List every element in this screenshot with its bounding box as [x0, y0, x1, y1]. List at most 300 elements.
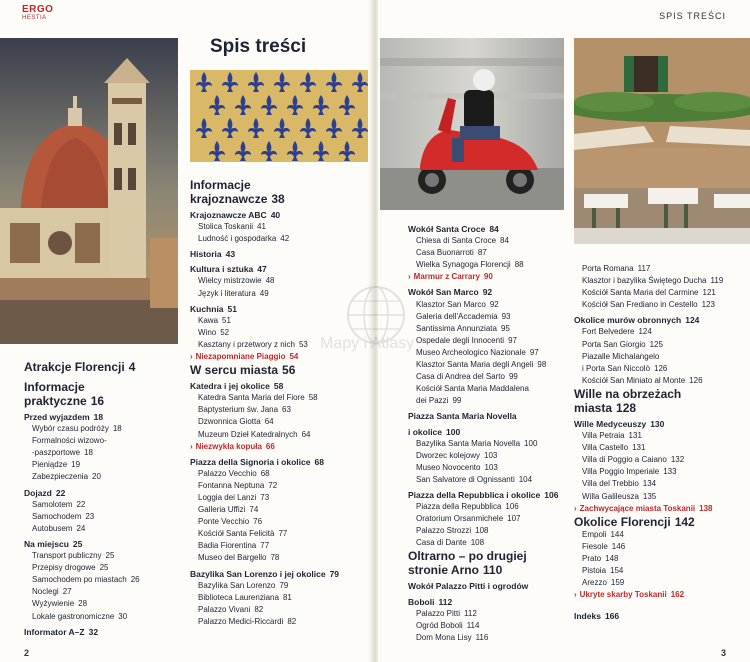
toc-entry-title: Fiesole [582, 541, 608, 551]
logo-line1: ERGO [22, 4, 54, 15]
toc-page-number: 90 [483, 272, 493, 282]
toc-section-heading [24, 360, 174, 374]
toc-subentry [574, 363, 750, 375]
toc-chapter-entry [24, 411, 174, 423]
toc-subentry [24, 550, 174, 562]
toc-subentry [574, 430, 750, 442]
toc-page-number: 131 [632, 443, 646, 453]
toc-entry-title: Dzwonnica Giotta [198, 417, 261, 427]
toc-page-number: 22 [55, 487, 66, 498]
toc-page-number: 73 [260, 492, 270, 502]
toc-entry-title: Baptysterium św. Jana [198, 405, 279, 415]
toc-entry-title: Ludność i gospodarka [198, 234, 277, 244]
toc-page-number: 51 [227, 303, 237, 314]
toc-page-number: 130 [650, 418, 665, 429]
toc-entry-title: Wille na obrzeżach [574, 386, 682, 401]
toc-page-number: 66 [265, 441, 275, 451]
toc-subentry [190, 616, 368, 628]
toc-entry-title: Katedra Santa Maria del Fiore [198, 393, 305, 403]
toc-subentry [190, 416, 368, 428]
toc-page-number: 19 [71, 460, 81, 470]
toc-entry-title: dei Pazzi [416, 396, 449, 406]
toc-page-number: 132 [670, 455, 685, 465]
toc-subentry [408, 335, 584, 347]
toc-section-heading [190, 363, 368, 377]
toc-page-number: 144 [610, 529, 624, 539]
toc-page-number: 68 [314, 456, 324, 467]
toc-chapter-entry [190, 380, 368, 392]
toc-entry-title: Piazza della Repubblica [416, 502, 502, 512]
toc-entry-title: Badia Fiorentina [198, 541, 257, 551]
toc-entry-title: Villa di Poggio a Caiano [582, 455, 667, 465]
toc-page-number: 134 [642, 479, 657, 489]
toc-entry-title: Samolotem [32, 499, 73, 509]
toc-subentry [574, 553, 750, 565]
toc-entry-title: Palazzo Vecchio [198, 468, 257, 478]
toc-entry-title: Marmur z Carrary [413, 272, 480, 282]
toc-chapter-entry [24, 626, 174, 638]
toc-entry-title: Piazza della Repubblica i okolice [408, 489, 541, 500]
toc-page-number: 43 [225, 249, 236, 260]
toc-entry-title: Palazzo Medici-Riccardi [198, 616, 284, 626]
toc-page-number: 51 [222, 315, 231, 325]
toc-page-number: 24 [76, 523, 86, 533]
toc-page-number: 16 [90, 394, 105, 408]
toc-page-number: 56 [282, 363, 296, 378]
toc-page-number: 25 [72, 538, 83, 549]
toc-page-number: 162 [670, 590, 685, 600]
toc-page-number: 119 [710, 276, 724, 286]
toc-entry-title: Informator A–Z [24, 626, 85, 637]
toc-subentry [574, 442, 750, 454]
toc-page-number: 25 [105, 551, 115, 561]
toc-subentry [408, 383, 584, 395]
toc-title: Spis treści [210, 36, 307, 57]
toc-page-number: 64 [301, 429, 311, 439]
toc-page-number: 47 [257, 264, 267, 275]
toc-subentry [190, 504, 368, 516]
toc-column-2 [190, 178, 368, 628]
toc-entry-title: Fort Belvedere [582, 327, 635, 337]
toc-section-heading [24, 380, 174, 394]
toc-page-number: 87 [477, 248, 487, 258]
toc-subentry [574, 299, 750, 311]
toc-page-number: 74 [249, 505, 259, 515]
toc-entry-title: Oratorium Orsanmichele [416, 514, 504, 524]
toc-section-heading [190, 192, 368, 206]
toc-chapter-entry [574, 314, 750, 326]
toc-subentry [24, 435, 174, 447]
toc-page-number: 107 [507, 514, 521, 524]
toc-subentry [408, 395, 584, 407]
toc-subentry [574, 275, 750, 287]
toc-page-number: 97 [529, 347, 539, 357]
toc-subentry [24, 447, 174, 459]
toc-entry-title: Klasztor Santa Maria degli Angeli [416, 360, 534, 370]
toc-entry-title: Kościół San Frediano in Cestello [582, 300, 698, 310]
toc-page-number: 106 [505, 502, 519, 512]
toc-entry-title: Empoli [582, 529, 607, 539]
toc-page-number: 124 [685, 315, 700, 326]
toc-section-heading [574, 387, 750, 401]
toc-page-number: 84 [489, 224, 499, 234]
toc-page-number: 54 [289, 352, 299, 362]
toc-page-number: 93 [501, 311, 511, 321]
toc-page-number: 18 [93, 412, 104, 422]
toc-page-number: 103 [484, 450, 498, 460]
toc-entry-title: Loggia dei Lanzi [198, 492, 257, 502]
toc-entry-title: Dojazd [24, 487, 52, 498]
toc-subentry [408, 371, 584, 383]
toc-entry-title: Fontanna Neptuna [198, 480, 265, 490]
toc-entry-title: Villa Petraia [582, 431, 625, 441]
toc-page-number: 125 [649, 339, 663, 349]
toc-subentry [24, 611, 174, 623]
toc-subentry [408, 347, 584, 359]
toc-page-number: 148 [605, 553, 619, 563]
toc-page-number: 18 [84, 448, 93, 458]
toc-entry-title: Transport publiczny [32, 551, 102, 561]
toc-entry-title: Wielka Synagoga Florencji [416, 260, 511, 270]
toc-spacer [574, 601, 750, 607]
toc-page-number: 146 [611, 541, 626, 551]
toc-page-number: 110 [482, 563, 503, 578]
toc-chapter-entry [24, 538, 174, 550]
toc-subentry [574, 263, 750, 275]
toc-subentry [574, 565, 750, 577]
toc-page-number: 95 [500, 323, 510, 333]
toc-entry-title: W sercu miasta [190, 363, 279, 378]
toc-entry-title: Pistoia [582, 565, 607, 575]
toc-subentry [574, 351, 750, 363]
toc-entry-title: Dom Mona Lisy [416, 632, 472, 642]
toc-entry-title: Villa Castello [582, 443, 629, 453]
toc-entry-title: Wino [198, 327, 217, 337]
toc-entry-title: Wybór czasu podróży [32, 424, 109, 434]
toc-subentry [190, 404, 368, 416]
toc-entry-title: Prato [582, 553, 602, 563]
toc-entry-title: Dworzec kolejowy [416, 450, 481, 460]
toc-entry-title: Kuchnia [190, 303, 224, 314]
toc-chapter-entry [190, 456, 368, 468]
toc-page-number: 123 [701, 300, 715, 310]
toc-entry-title: Ogród Boboli [416, 620, 463, 630]
toc-entry-title: Santissima Annunziata [416, 323, 497, 333]
toc-entry-title: Lokale gastronomiczne [32, 611, 115, 621]
toc-page-number: 42 [280, 234, 290, 244]
toc-entry-title: Informacje [190, 178, 251, 192]
toc-subentry [408, 620, 584, 632]
toc-page-number: 121 [702, 288, 716, 298]
toc-page-number: 106 [544, 489, 559, 500]
toc-subentry [574, 577, 750, 589]
toc-page-number: 142 [674, 514, 695, 529]
toc-subentry [574, 541, 750, 553]
toc-page-number: 30 [118, 611, 128, 621]
toc-page-number: 58 [273, 381, 284, 392]
toc-entry-title: Wille Medyceuszy [574, 418, 647, 429]
toc-entry-title: Piazza Santa Maria Novella [408, 411, 517, 422]
toc-subentry [408, 450, 584, 462]
toc-entry-title: Kościół Santa Maria del Carmine [582, 288, 699, 298]
toc-entry-title: Biblioteca Laurenziana [198, 592, 279, 602]
toc-page-number: 82 [287, 616, 297, 626]
toc-entry-title: Piazza della Signoria i okolice [190, 456, 311, 467]
toc-page-number: 77 [260, 541, 270, 551]
toc-subentry [24, 598, 174, 610]
toc-page-number: 112 [464, 608, 477, 618]
toc-page-number: 88 [514, 260, 524, 270]
toc-entry-title: Przepisy drogowe [32, 563, 96, 573]
toc-subentry [408, 608, 584, 620]
toc-subentry [24, 562, 174, 574]
toc-page-number: 20 [92, 472, 101, 482]
toc-entry-title: Język i literatura [198, 288, 256, 298]
toc-entry-title: stronie Arno [408, 563, 479, 578]
toc-subentry [408, 259, 584, 271]
toc-subentry [408, 501, 584, 513]
toc-entry-title: Chiesa di Santa Croce [416, 236, 497, 246]
toc-subentry [408, 474, 584, 486]
toc-entry-title: i okolice [408, 426, 443, 437]
toc-page-number: 92 [489, 299, 499, 309]
toc-entry-title: Ukryte skarby Toskanii [579, 590, 667, 600]
toc-page-number: 27 [62, 587, 72, 597]
toc-page-number: 98 [537, 360, 547, 370]
toc-entry-title: Kawa [198, 315, 219, 325]
toc-subentry [190, 492, 368, 504]
left-page [0, 0, 372, 662]
toc-section-heading [24, 394, 174, 408]
toc-page-number: 68 [260, 468, 270, 478]
toc-page-number: 49 [259, 288, 269, 298]
toc-page-number: 100 [446, 426, 461, 437]
toc-entry-title: Na miejscu [24, 538, 69, 549]
chevron-right-icon: › [574, 590, 577, 600]
toc-chapter-entry [190, 303, 368, 315]
toc-entry-title: Okolice Florencji [574, 514, 671, 529]
chevron-right-icon: › [190, 352, 193, 362]
toc-page-number: 133 [663, 467, 677, 477]
toc-page-number: 99 [508, 372, 518, 382]
toc-subentry [190, 392, 368, 404]
toc-page-number: 78 [270, 553, 280, 563]
toc-subentry [190, 221, 368, 233]
toc-subentry [190, 552, 368, 564]
toc-subentry [190, 315, 368, 327]
toc-subentry [190, 528, 368, 540]
toc-entry-title: Zachwycające miasta Toskanii [579, 503, 696, 513]
toc-entry-title: Oltrarno – po drugiej [408, 549, 527, 564]
toc-subentry [24, 471, 174, 483]
toc-page-number: 52 [220, 327, 230, 337]
toc-subentry [24, 574, 174, 586]
toc-entry-title: Klasztor i bazylika Świętego Ducha [582, 276, 707, 286]
toc-subentry [408, 311, 584, 323]
toc-subentry [408, 247, 584, 259]
toc-entry-title: Casa Buonarroti [416, 248, 474, 258]
toc-page-number: 26 [130, 575, 140, 585]
toc-page-number: 97 [508, 335, 517, 345]
toc-subentry [190, 580, 368, 592]
toc-subentry [190, 327, 368, 339]
toc-subentry [190, 339, 368, 351]
toc-page-number: 159 [610, 578, 625, 588]
toc-column-3 [408, 220, 584, 644]
toc-entry-title: Indeks [574, 611, 601, 622]
toc-entry-title: Kultura i sztuka [190, 264, 254, 275]
toc-page-number: 79 [329, 568, 340, 579]
toc-page-number: 112 [438, 596, 453, 607]
toc-entry-title: Wokół San Marco [408, 287, 479, 298]
toc-entry-title: Kościół Santa Maria Maddalena [416, 384, 529, 394]
toc-subentry [408, 632, 584, 644]
toc-page-number: 124 [638, 327, 652, 337]
toc-entry-title: Museo del Bargello [198, 553, 267, 563]
toc-entry-title: San Salvatore di Ognissanti [416, 474, 515, 484]
toc-chapter-entry [408, 223, 584, 235]
toc-section-heading [574, 515, 750, 529]
toc-chapter-entry [408, 410, 584, 422]
toc-subentry [574, 339, 750, 351]
page-number-right: 3 [720, 648, 726, 658]
toc-page-number: 63 [282, 405, 291, 415]
toc-entry-title: Bazylika San Lorenzo [198, 580, 276, 590]
toc-entry-title: Bazylika Santa Maria Novella [416, 438, 521, 448]
toc-page-number: 48 [265, 276, 275, 286]
toc-page-number: 58 [308, 393, 318, 403]
toc-chapter-entry [408, 426, 584, 438]
toc-page-number: 79 [279, 580, 289, 590]
toc-page-number: 108 [470, 538, 485, 548]
toc-section-heading [574, 401, 750, 415]
toc-entry-title: Autobusem [32, 523, 73, 533]
toc-entry-title: Informacje [24, 380, 85, 394]
toc-feature-entry [574, 503, 750, 515]
toc-entry-title: Palazzo Vivani [198, 604, 251, 614]
toc-entry-title: Samochodem po miastach [32, 575, 127, 585]
toc-chapter-entry [408, 489, 584, 501]
toc-entry-title: Okolice murów obronnych [574, 315, 682, 326]
toc-subentry [190, 429, 368, 441]
tuscan-cafe-photo [574, 38, 750, 244]
toc-subentry [408, 525, 584, 537]
toc-subentry [24, 499, 174, 511]
toc-entry-title: Palazzo Strozzi [416, 526, 472, 536]
toc-entry-title: Katedra i jej okolice [190, 381, 270, 392]
toc-page-number: 77 [278, 529, 288, 539]
toc-subentry [190, 480, 368, 492]
toc-page-number: 114 [466, 620, 480, 630]
toc-subentry [190, 592, 368, 604]
toc-entry-title: Porta Romana [582, 264, 634, 273]
florence-cathedral-photo [0, 38, 178, 344]
scooter-photo [380, 38, 564, 210]
toc-chapter-entry [190, 568, 368, 580]
toc-page-number: 25 [99, 563, 109, 573]
toc-entry-title: Niezapomniane Piaggio [195, 352, 286, 362]
toc-subentry [574, 529, 750, 541]
toc-subentry [574, 491, 750, 503]
toc-subentry [408, 537, 584, 549]
toc-page-number: 116 [475, 632, 489, 642]
toc-subentry [408, 235, 584, 247]
toc-entry-title: Casa di Dante [416, 538, 467, 548]
running-head: SPIS TREŚCI [659, 11, 726, 21]
toc-entry-title: Wielcy mistrzowie [198, 276, 262, 286]
toc-subentry [24, 586, 174, 598]
toc-page-number: 126 [689, 375, 703, 385]
toc-entry-title: Samochodem [32, 511, 82, 521]
toc-page-number: 53 [298, 339, 308, 349]
toc-subentry [408, 438, 584, 450]
toc-entry-title: Stolica Toskanii [198, 222, 253, 232]
toc-entry-title: Muzeum Dzieł Katedralnych [198, 429, 298, 439]
toc-subentry [574, 478, 750, 490]
toc-entry-title: Wokół Palazzo Pitti i ogrodów [408, 581, 529, 592]
toc-page-number: 22 [76, 499, 86, 509]
toc-page-number: 4 [128, 360, 136, 374]
toc-chapter-entry [190, 248, 368, 260]
toc-entry-title: Atrakcje Florencji [24, 360, 125, 374]
toc-subentry [574, 466, 750, 478]
toc-chapter-entry [190, 209, 368, 221]
toc-entry-title: Kościół San Miniato al Monte [582, 375, 686, 385]
toc-page-number: 81 [282, 592, 292, 602]
toc-entry-title: Zabezpieczenia [32, 472, 89, 482]
toc-page-number: 18 [112, 424, 122, 434]
toc-page-number: 40 [270, 210, 281, 220]
toc-entry-title: Arezzo [582, 578, 607, 588]
toc-page-number: 104 [518, 474, 533, 484]
toc-page-number: 108 [475, 526, 489, 536]
toc-feature-entry [408, 271, 584, 283]
toc-subentry [574, 375, 750, 387]
toc-subentry [574, 287, 750, 299]
toc-section-heading [408, 549, 584, 563]
toc-entry-title: Museo Novocento [416, 462, 481, 472]
toc-page-number: 38 [271, 192, 285, 206]
toc-entry-title: Galeria dell'Accademia [416, 311, 498, 321]
toc-entry-title: Palazzo Pitti [416, 608, 461, 618]
toc-entry-title: Kasztany i przetwory z nich [198, 339, 295, 349]
toc-entry-title: praktyczne [24, 394, 87, 408]
toc-chapter-entry [408, 580, 584, 592]
toc-subentry [408, 513, 584, 525]
chevron-right-icon: › [190, 441, 193, 451]
toc-page-number: 100 [524, 438, 538, 448]
page-number-left: 2 [24, 648, 30, 658]
toc-entry-title: krajoznawcze [190, 192, 268, 206]
toc-subentry [24, 423, 174, 435]
toc-page-number: 28 [78, 599, 88, 609]
toc-entry-title: Kościół Santa Felicità [198, 529, 275, 539]
toc-subentry [190, 604, 368, 616]
toc-subentry [408, 462, 584, 474]
toc-entry-title: Historia [190, 249, 222, 260]
toc-entry-title: Noclegi [32, 587, 59, 597]
toc-page-number: 135 [642, 491, 657, 501]
chevron-right-icon: › [408, 272, 411, 282]
toc-entry-title: Ponte Vecchio [198, 517, 250, 527]
toc-subentry [190, 233, 368, 245]
toc-subentry [24, 511, 174, 523]
toc-entry-title: Willa Galileusza [582, 491, 639, 501]
toc-subentry [24, 459, 174, 471]
toc-page-number: 99 [452, 396, 462, 406]
toc-chapter-entry [408, 286, 584, 298]
toc-column-4 [574, 263, 750, 622]
